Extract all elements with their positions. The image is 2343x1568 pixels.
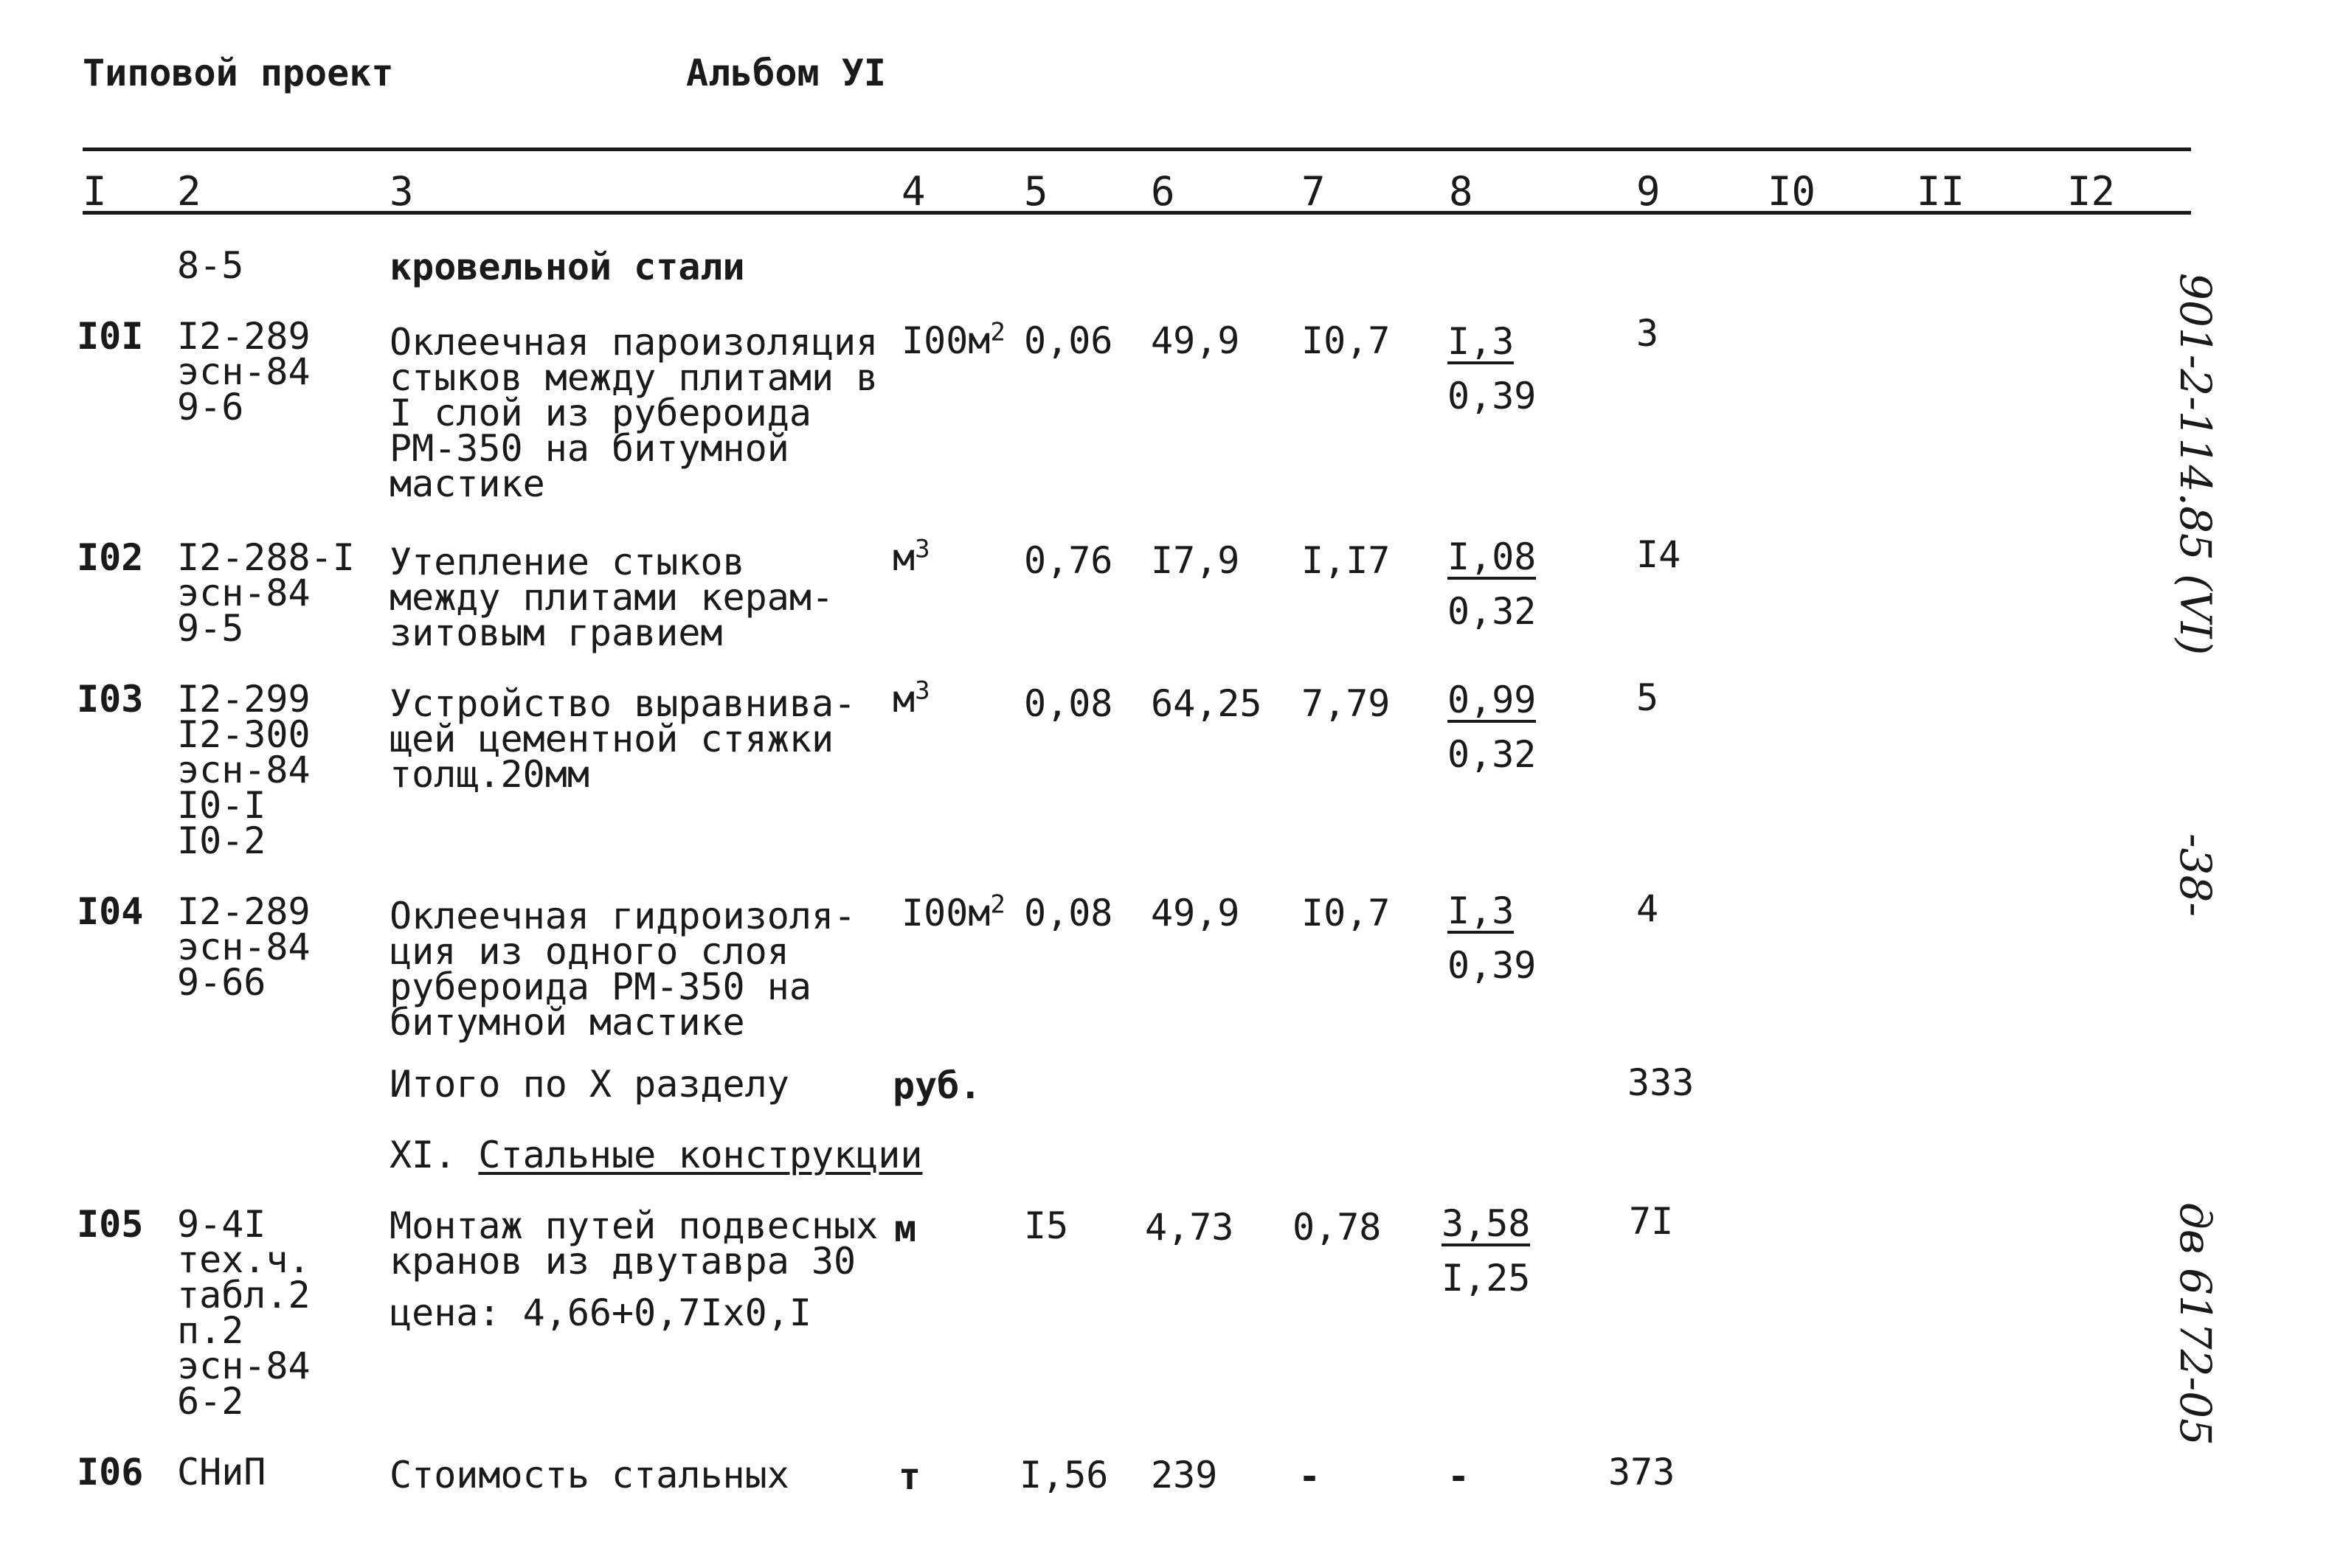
unit-price: 64,25 [1151,682,1262,725]
col8-value: - [1447,1455,1470,1498]
quantity: 0,08 [1024,892,1113,934]
row-number: I03 [77,678,144,721]
subtotal-unit: руб. [893,1064,982,1107]
col7-value: I,I7 [1301,539,1391,582]
col7-value: I0,7 [1301,319,1391,362]
col-3: 3 [390,168,414,215]
col9-value: 5 [1636,676,1659,719]
work-description: Оклеечная гидроизоля- ция из одного слоя рубероида РМ-350 на битумной мастике [390,895,856,1044]
col-4: 4 [901,168,926,215]
col-5: 5 [1024,168,1048,215]
col-1: I [83,168,107,215]
quantity: 0,76 [1024,539,1113,582]
quantity: I5 [1024,1204,1069,1247]
unit: м [894,1207,917,1250]
col-6: 6 [1151,168,1175,215]
row-number: I04 [77,890,144,933]
unit: $м^3$ [893,534,930,579]
col-8: 8 [1449,168,1473,215]
unit: $I00м^2$ [901,317,1006,362]
row-number: I02 [77,536,144,579]
col-12: I2 [2067,168,2116,215]
col8-fraction: $\frac{I,08}{0,32}$ [1447,535,1537,633]
side-note-project-code: 901-2-114.85 (VI) [2170,273,2221,656]
work-description: Стоимость стальных [390,1454,789,1496]
col8-fraction: $\frac{I,3}{0,39}$ [1447,889,1537,987]
norm-codes: 9-4I тех.ч. табл.2 п.2 эсн-84 6-2 [177,1203,311,1423]
work-description: Монтаж путей подвесных кранов из двутавра 30 [390,1204,879,1283]
col-9: 9 [1636,168,1661,215]
quantity: 0,06 [1024,319,1113,362]
col7-value: 7,79 [1301,682,1391,725]
table-top-rule [83,148,2191,151]
price-formula: цена: 4,66+0,7Iх0,I [390,1291,811,1334]
norm-codes: СНиП [177,1451,266,1494]
unit-price: 49,9 [1151,319,1240,362]
quantity: 0,08 [1024,682,1113,725]
col-11: II [1917,168,1965,215]
col9-value: 4 [1636,887,1659,930]
col9-value: 3 [1636,312,1659,355]
row-number: I06 [77,1451,144,1494]
col9-value: I4 [1636,533,1681,576]
col7-value: - [1298,1455,1321,1498]
col-2: 2 [177,168,201,215]
unit-price: 4,73 [1145,1206,1234,1249]
col9-value: 373 [1608,1451,1675,1494]
row-number: I05 [77,1203,144,1246]
unit: $м^3$ [893,676,930,721]
continuation-code: 8-5 [177,244,244,287]
continuation-text: кровельной стали [390,246,745,288]
work-description: Утепление стыков между плитами керам- зитовым гравием [390,541,834,654]
col9-value: 7I [1629,1200,1674,1243]
col-10: I0 [1768,168,1816,215]
norm-codes: I2-288-I эсн-84 9-5 [177,536,355,650]
quantity: I,56 [1020,1454,1109,1496]
work-description: Оклеечная пароизоляция стыков между плитами в I слой из рубероида РМ-350 на битумной мастике [390,321,879,505]
work-description: Устройство выравнива- щей цементной стяжки толщ.20мм [390,682,856,796]
doc-type-label: Типовой проект [83,52,394,94]
norm-codes: I2-289 эсн-84 9-6 [177,315,311,429]
col7-value: 0,78 [1292,1206,1382,1249]
col8-fraction: $\frac{3,58}{I,25}$ [1442,1202,1531,1300]
row-number: I0I [77,315,144,358]
unit-price: I7,9 [1151,539,1240,582]
col8-fraction: $\frac{I,3}{0,39}$ [1447,320,1537,417]
col8-fraction: $\frac{0,99}{0,32}$ [1447,679,1537,776]
norm-codes: I2-289 эсн-84 9-66 [177,890,311,1004]
unit: т [899,1455,921,1498]
subtotal-value: 333 [1627,1061,1695,1104]
section-title: XI. Стальные конструкции [390,1134,923,1176]
album-label: Альбом УI [686,52,886,94]
col-7: 7 [1301,168,1326,215]
side-note-archive-number: дв 6172-05 [2170,1202,2221,1446]
unit-price: 239 [1151,1454,1218,1496]
unit: $I00м^2$ [901,889,1006,934]
subtotal-label: Итого по Х разделу [390,1063,789,1106]
unit-price: 49,9 [1151,892,1240,934]
col7-value: I0,7 [1301,892,1391,934]
norm-codes: I2-299 I2-300 эсн-84 I0-I I0-2 [177,678,311,862]
side-note-page-number: -38- [2170,833,2221,917]
